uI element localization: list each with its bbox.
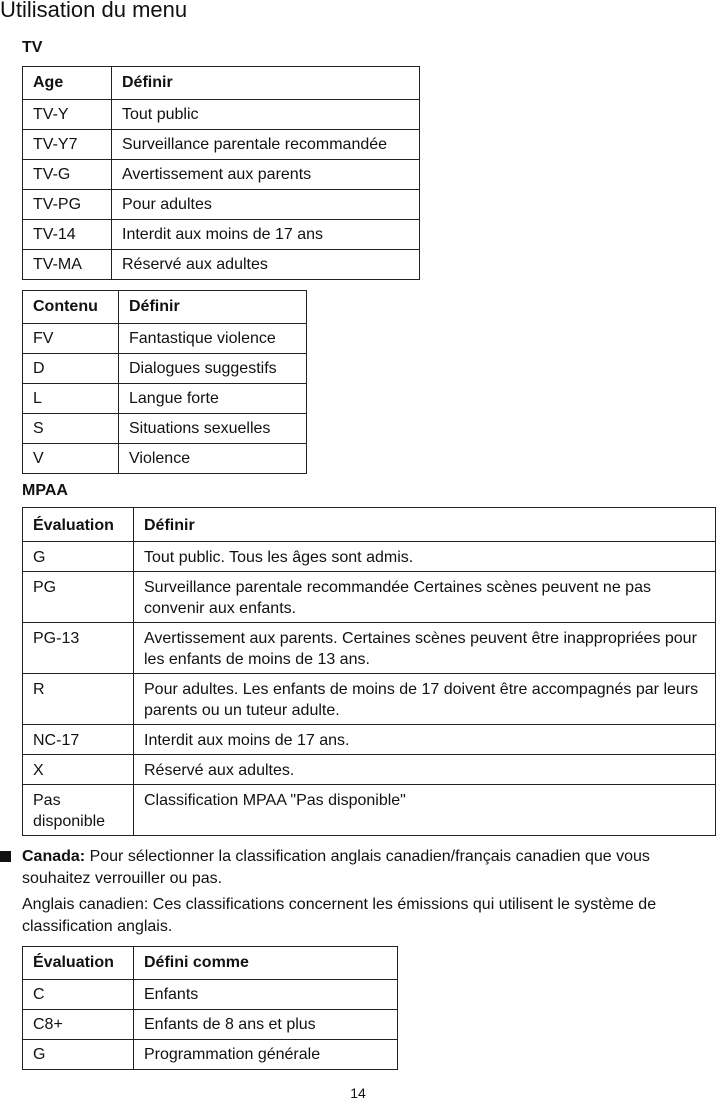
rating-definition: Tout public: [112, 100, 420, 130]
mpaa-section-label: MPAA: [22, 482, 68, 499]
canada-paragraph: [22, 846, 716, 890]
page-title: Utilisation du menu: [0, 0, 188, 22]
rating-definition: Avertissement aux parents: [112, 160, 420, 190]
rating-definition: Réservé aux adultes: [112, 250, 420, 280]
table-header-row: [23, 947, 398, 980]
content-code: V: [23, 444, 119, 474]
table-row: [23, 190, 420, 220]
table-row: [23, 542, 716, 572]
table-row: [23, 160, 420, 190]
rating-definition: Enfants de 8 ans et plus: [134, 1010, 398, 1040]
rating-code: TV-Y: [23, 100, 112, 130]
table-header-row: [23, 67, 420, 100]
rating-code: TV-MA: [23, 250, 112, 280]
rating-code: G: [23, 542, 134, 572]
rating-code: NC-17: [23, 725, 134, 755]
rating-definition: Pour adultes. Les enfants de moins de 17 doivent être accompagnés par leurs parents ou un tuteur adulte.: [134, 674, 716, 725]
rating-definition: Tout public. Tous les âges sont admis.: [134, 542, 716, 572]
table-row: [23, 674, 716, 725]
english-canadian-note: Anglais canadien: Ces classifications concernent les émissions qui utilisent le système de classification anglais.: [22, 896, 657, 935]
table-row: [23, 100, 420, 130]
table-row: [23, 324, 307, 354]
content-definition: Langue forte: [119, 384, 307, 414]
canada-description: Pour sélectionner la classification anglais canadien/français canadien que vous souhaitez verrouiller ou pas.: [22, 848, 650, 887]
rating-code: TV-Y7: [23, 130, 112, 160]
rating-code: TV-G: [23, 160, 112, 190]
content-definition: Situations sexuelles: [119, 414, 307, 444]
page-number: 14: [350, 1085, 366, 1101]
rating-definition: Surveillance parentale recommandée Certaines scènes peuvent ne pas convenir aux enfants.: [134, 572, 716, 623]
rating-code: PG: [23, 572, 134, 623]
rating-code: C: [23, 980, 134, 1010]
rating-code: C8+: [23, 1010, 134, 1040]
column-header: Évaluation: [23, 947, 134, 980]
tv-age-rating-table: [22, 66, 420, 280]
rating-code: TV-PG: [23, 190, 112, 220]
table-row: [23, 980, 398, 1010]
table-row: [23, 1010, 398, 1040]
rating-definition: Avertissement aux parents. Certaines scènes peuvent être inappropriées pour les enfants de moins de 13 ans.: [134, 623, 716, 674]
content-definition: Dialogues suggestifs: [119, 354, 307, 384]
column-header: Évaluation: [23, 508, 134, 542]
canada-label: Canada:: [22, 848, 86, 865]
rating-definition: Programmation générale: [134, 1040, 398, 1070]
column-header: Défini comme: [134, 947, 398, 980]
table-row: [23, 623, 716, 674]
column-header: Contenu: [23, 291, 119, 324]
column-header: Définir: [134, 508, 716, 542]
rating-definition: Réservé aux adultes.: [134, 755, 716, 785]
table-row: [23, 572, 716, 623]
tv-content-table: [22, 290, 307, 474]
content-code: FV: [23, 324, 119, 354]
table-header-row: [23, 291, 307, 324]
rating-definition: Enfants: [134, 980, 398, 1010]
table-row: [23, 220, 420, 250]
square-bullet-icon: [0, 851, 11, 862]
table-row: [23, 785, 716, 836]
rating-code: TV-14: [23, 220, 112, 250]
table-row: [23, 755, 716, 785]
table-row: [23, 414, 307, 444]
column-header: Définir: [119, 291, 307, 324]
table-row: [23, 250, 420, 280]
table-row: [23, 384, 307, 414]
rating-definition: Surveillance parentale recommandée: [112, 130, 420, 160]
rating-definition: Interdit aux moins de 17 ans: [112, 220, 420, 250]
rating-code: PG-13: [23, 623, 134, 674]
table-row: [23, 354, 307, 384]
rating-code: X: [23, 755, 134, 785]
content-definition: Fantastique violence: [119, 324, 307, 354]
rating-code: G: [23, 1040, 134, 1070]
table-row: [23, 1040, 398, 1070]
content-code: S: [23, 414, 119, 444]
content-code: L: [23, 384, 119, 414]
column-header: Définir: [112, 67, 420, 100]
content-code: D: [23, 354, 119, 384]
tv-section-label: TV: [22, 39, 43, 56]
rating-definition: Pour adultes: [112, 190, 420, 220]
mpaa-rating-table: [22, 507, 716, 836]
table-row: [23, 725, 716, 755]
rating-code: Pas disponible: [23, 785, 134, 836]
rating-definition: Interdit aux moins de 17 ans.: [134, 725, 716, 755]
column-header: Age: [23, 67, 112, 100]
table-row: [23, 130, 420, 160]
rating-definition: Classification MPAA "Pas disponible": [134, 785, 716, 836]
content-definition: Violence: [119, 444, 307, 474]
canadian-english-rating-table: [22, 946, 398, 1070]
table-header-row: [23, 508, 716, 542]
table-row: [23, 444, 307, 474]
rating-code: R: [23, 674, 134, 725]
